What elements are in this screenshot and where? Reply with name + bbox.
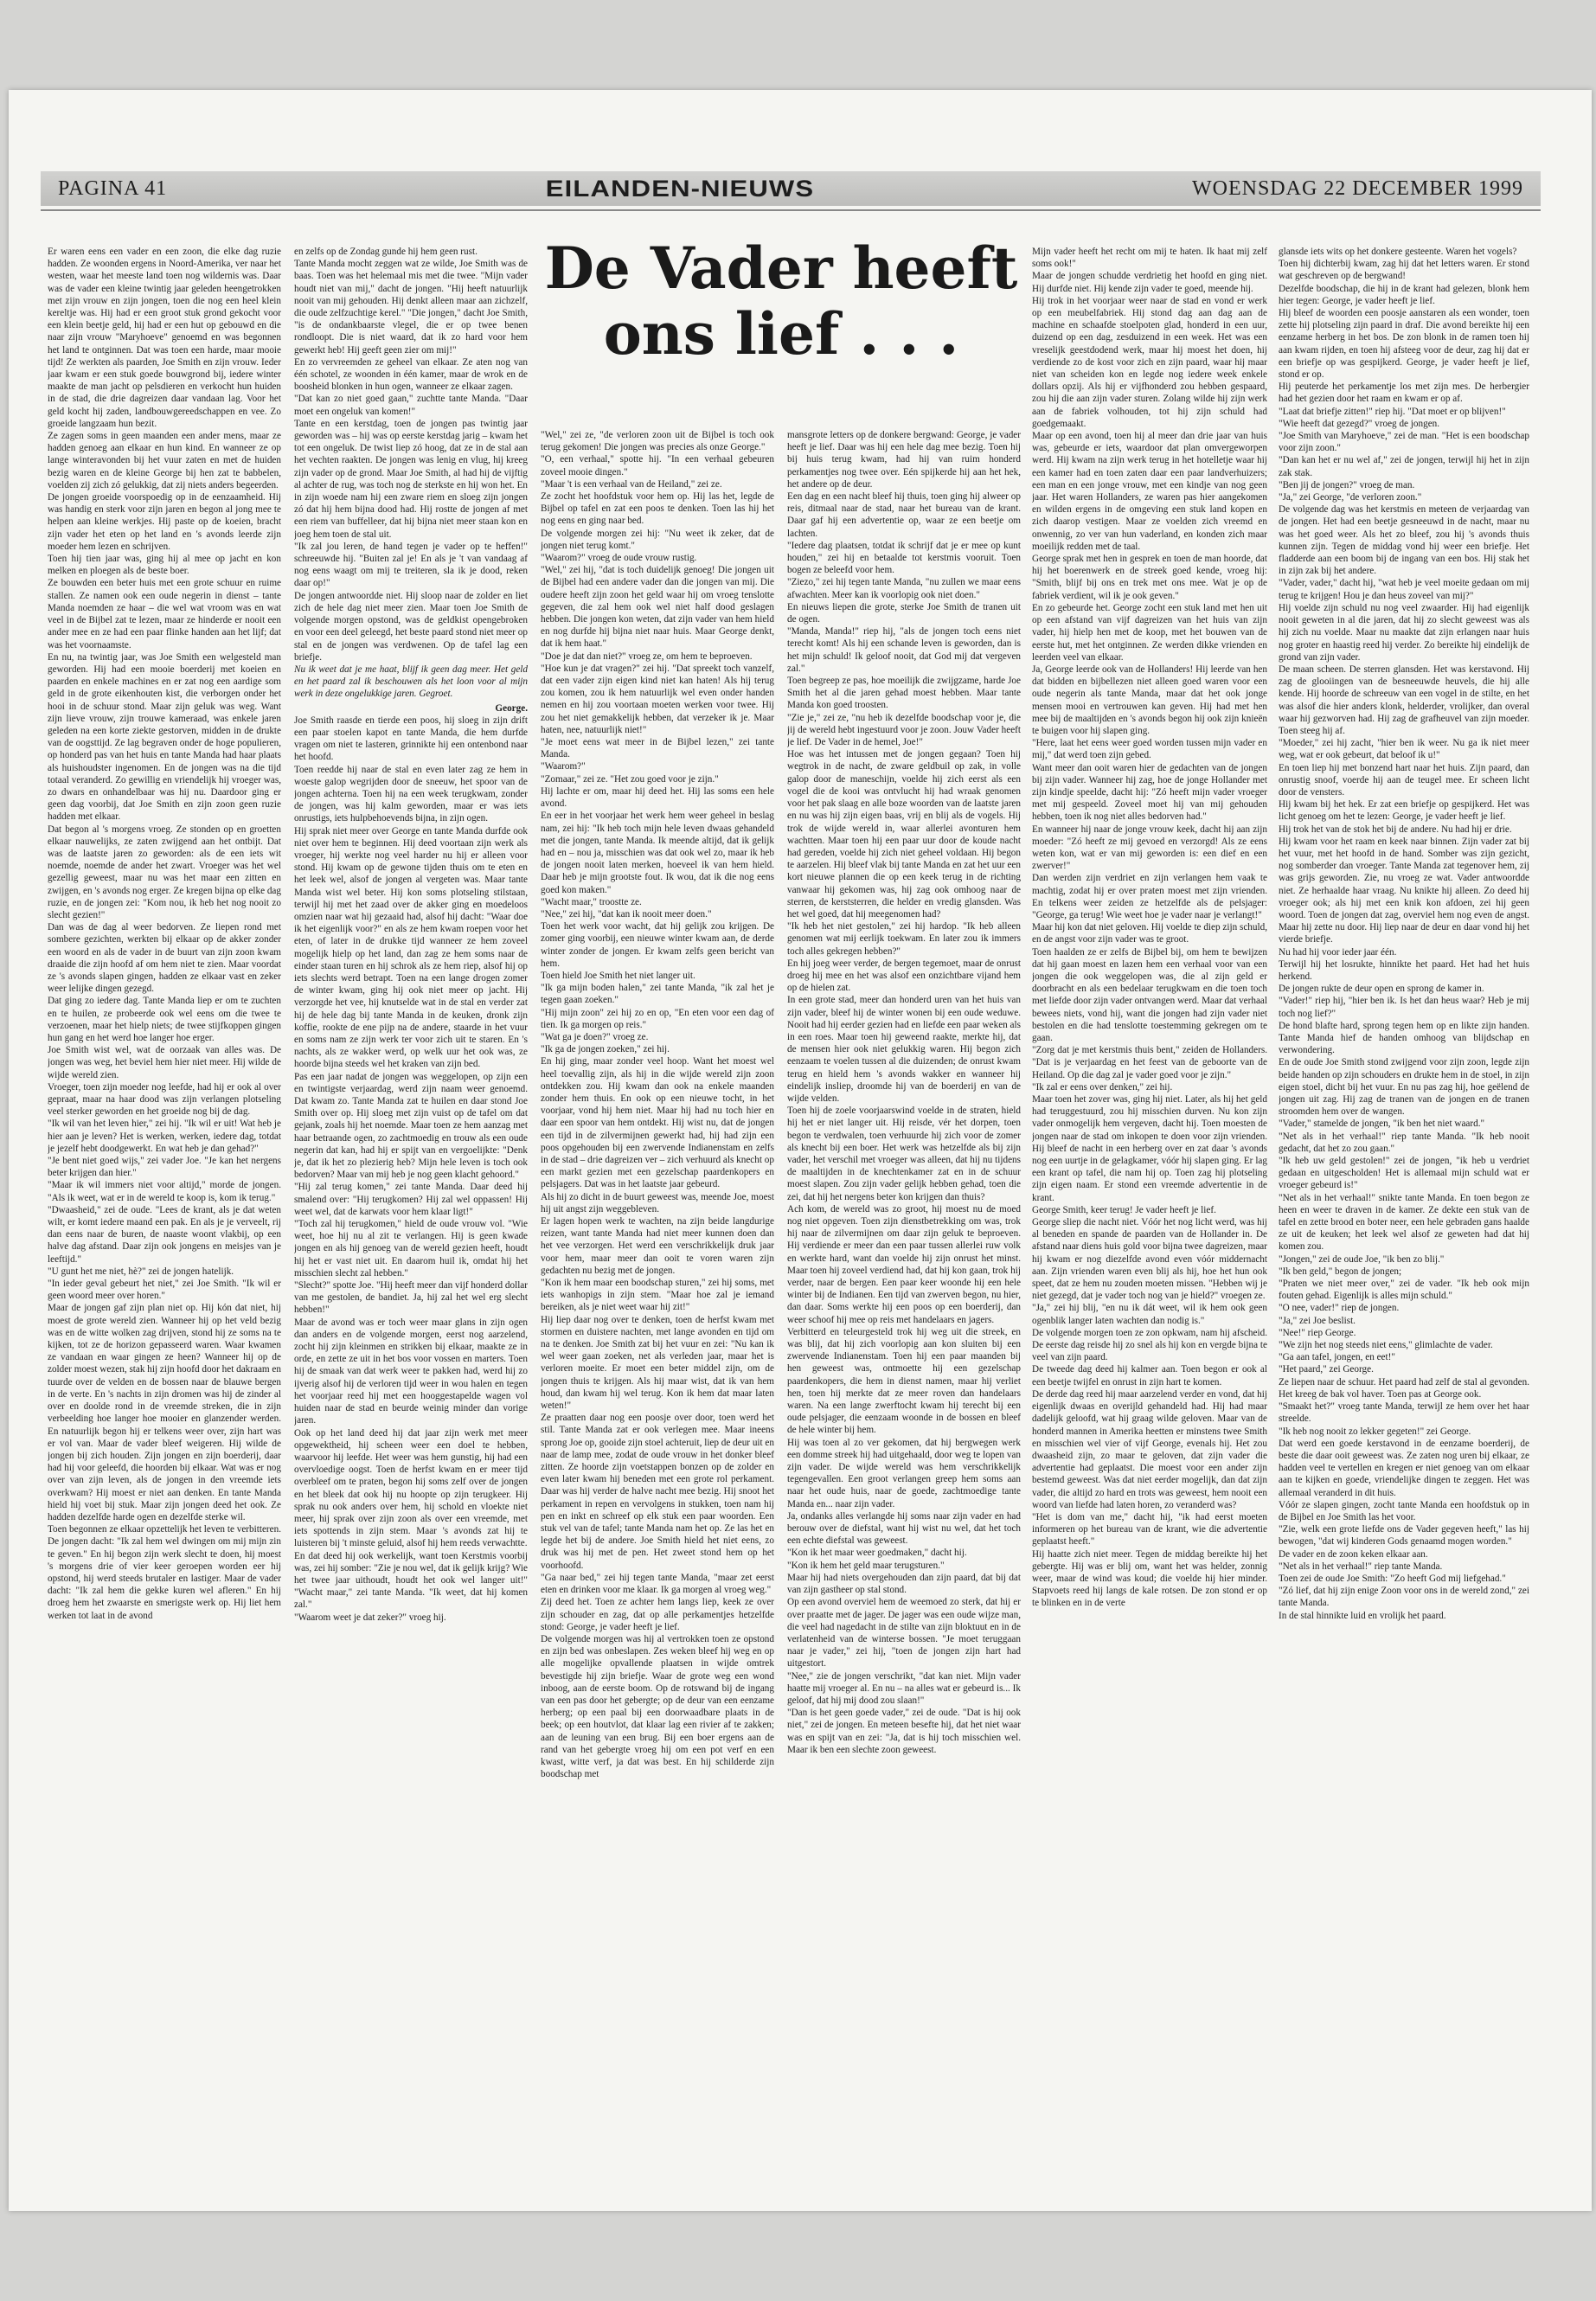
paragraph: Hij voelde zijn schuld nu nog veel zwaarder. Hij had eigenlijk nooit geweten in al die jaren, dat hij zo slecht geweest was als hij zich nu voelde. Maar nu maakte dat zijn erlangen naar huis nog groter en haastig reed hij verder. Zo bereikte hij eindelijk de grond van zijn vader. [1279, 602, 1529, 663]
paragraph: Hij sprak niet meer over George en tante Manda durfde ook niet over hem te beginnen. Hij deed voortaan zijn werk als vroeger, hij werkte nog veel harder nu hij er alleen voor stond. Hij kwam op de gewone tijden thuis om te eten en het leek wel, alsof de jongen al vergeten was. Maar tante Manda wist wel beter. Hij kon soms plotseling stilstaan, terwijl hij met het zaad over de akker ging en moedeloos omzien naar wat hij gezaaid had, alsof hij dacht: "Waar doe ik het eigenlijk voor?" en als ze hem kwam roepen voor het eten, of later in de drukke tijd wanneer ze hem zoveel mogelijk hielp op het land, dan zag ze hem soms naar de einder staan turen en hij schrok als ze hem riep, alsof hij op iets slechts werd betrapt. Toen na een lange drogen zomer de winter kwam, ging hij ook niet meer op jacht. Hij verzorgde het vee, hij knutselde wat in de stal en verder zat hij de hele dag bij tante Manda in de keuken, dronk zijn koffie, rookte de ene pijp na de andere, staarde in het vuur en soms nam ze zijn werk ter voor zich uit te staren. En 's nachts, als ze wakker werd, op welk uur het ook was, ze hoorde bijna steeds wel het kraken van zijn bed. [294, 825, 528, 1070]
paragraph: George Smith, keer terug! Je vader heeft je lief. [1032, 1204, 1216, 1215]
paragraph: "Iedere dag plaatsen, totdat ik schrijf dat je er mee op kunt houden," zei hij en betaalde tot kerstmis vooruit. Toen bogen ze beleefd voor hem. [787, 540, 1021, 576]
paragraph: "Zie, welk een grote liefde ons de Vader gegeven heeft," las hij bewogen, "dat wij kinderen Gods genaamd mogen worden." [1279, 1524, 1529, 1548]
column-6 [1279, 246, 1529, 2192]
paragraph: Er waren eens een vader en een zoon, die elke dag ruzie hadden. Ze woonden ergens in Noord-Amerika, ver naar het westen, waar het meeste land toen nog wildernis was. Daar was de vader een kleine twintig jaar geleden heengetrokken met zijn vrouw en zijn jongen, toen die nog een heel klein kereltje was. Hij had er een groot stuk grond gekocht voor een klein beetje geld, hij had er een hut op gebouwd en die naar zijn vrouw "Maryhoeve" genoemd en was begonnen het land te ontginnen. Dat was toen een harde, maar mooie tijd! Ze werkten als paarden, Joe Smith en zijn vrouw. Ieder jaar kwam er een stuk goede bouwgrond bij, iedere winter maakte de man jacht op pelsdieren en verkocht hun huiden in de stad, die drie dagreizen daar vandaan lag. Voor het geld kocht hij zaden, landbouwgereedschappen en vee. Zo groeide langzaam hun bezit. [48, 247, 281, 429]
paragraph: Ja, ondanks alles verlangde hij soms naar zijn vader en had berouw over de diefstal, want hij wist nu wel, dat het toch een echte diefstal was geweest. [787, 1510, 1021, 1547]
paragraph: De derde dag reed hij maar aarzelend verder en vond, dat hij eigenlijk dwaas en overijld gehandeld had. Hij had maar dadelijk geloofd, wat hij graag wilde geloven. Maar van de honderd mannen in Amerika heetten er minstens twee Smith en misschien wel vier of vijf George, evenals hij. Het zou dwaasheid zijn, zo maar te geloven, dat zijn vader die advertentie had geplaatst. Die moest voor een ander zijn bestemd geweest. Was dat niet eerder mogelijk, dan dat zijn vader, die altijd zo hard en trots was geweest, hem nooit een woord van liefde had laten horen, zo veranderd was? [1032, 1388, 1267, 1510]
column-2 [294, 246, 528, 2192]
paragraph: Hij kwam voor het raam en keek naar binnen. Zijn vader zat bij het vuur, met het hoofd in de hand. Somber was zijn gezicht, nog somberder dan vroeger. Tante Manda zat tegenover hem, zij was grijs geworden. Zie, nu vroeg ze wat. Vader antwoordde niet. Ze herhaalde haar vraag. Nu knikte hij alleen. Zo deed hij vroeger ook; als hij met een knik kon afdoen, zei hij geen woord. Toen de jongen dat zag, overviel hem nog even de angst. Maar hij zette nu door. Hij liep naar de deur en daar vond hij het vierde briefje. [1279, 836, 1529, 945]
article-headline: De Vader heeft ons lief . . . [544, 234, 1018, 368]
paragraph: Dat begon al 's morgens vroeg. Ze stonden op en groetten elkaar nauwelijks, ze zaten zwijgend aan het ontbijt. Dat was de laatste jaren zo geworden: als de een iets wit noemde, noemde de ander het zwart. Vroeger was het wel gezellig geweest, maar nu was het maar een zitten en zwijgen, en 's avonds nog erger. Ze kregen bijna op elke dag ruzie, en de jongen zei: "Kom nou, ik heb het nog nooit zo slecht gezien!" [48, 824, 281, 920]
paragraph: De vader en de zoon keken elkaar aan. [1279, 1548, 1428, 1560]
paragraph: Maar de jongen schudde verdrietig het hoofd en ging niet. Hij durfde niet. Hij kende zijn vader te goed, meende hij. [1032, 271, 1267, 294]
column-1 [48, 246, 281, 2192]
paragraph: Maar op een avond, toen hij al meer dan drie jaar van huis was, gebeurde er iets, waardoor dat plan omvergeworpen werd. Hij kwam na zijn werk terug in het hotelletje waar hij een kamer had en toen zaten daar een paar landverhuizers; een man en een jonge vrouw, met een kindje van nog geen jaar. Het waren Hollanders, ze waren pas hier aangekomen en wilden ergens in de omgeving een stuk land kopen en zich daarop vestigen. Maar ze voelden zich vreemd en onwennig, zo ver van hun vaderland, en konden zich maar moeilijk redden met de taal. [1032, 431, 1267, 552]
paragraph: "O nee, vader!" riep de jongen. [1279, 1303, 1400, 1314]
paragraph: "Net als in het verhaal!" riep tante Manda. "Ik heb nooit gedacht, dat het zo zou gaan." [1279, 1131, 1529, 1154]
paragraph: "Nee!" riep George. [1279, 1327, 1356, 1338]
paragraph: Want meer dan ooit waren hier de gedachten van de jongen bij zijn vader. Wanneer hij zag, hoe de jonge Hollander met zijn kindje speelde, dacht hij: "Zó heeft mijn vader vroeger met mij gespeeld. Zoveel moet hij van mij gehouden hebben, toen ik nog niet alles bedorven had." [1032, 762, 1267, 823]
paragraph: "Maar ik wil immers niet voor altijd," morde de jongen. "Als ik weet, wat er in de wereld te koop is, kom ik terug." [48, 1180, 281, 1203]
paragraph: De volgende dag was het kerstmis en meteen de verjaardag van de jongen. Het had een beetje gesneeuwd in de nacht, maar nu was het goed weer. Als het zo bleef, zou hij 's avonds thuis kunnen zijn. Tegen de middag vond hij weer een briefje. Het fladderde aan een boom bij de ingang van een bos. Hij stak het in zijn zak bij het andere. [1279, 504, 1529, 577]
paragraph: Toen hij dichterbij kwam, zag hij dat het letters waren. Er stond wat geschreven op de bergwand! [1279, 259, 1529, 282]
paragraph: "Praten we niet meer over," zei de vader. "Ik heb ook mijn fouten gehad. Eigenlijk is alles mijn schuld." [1279, 1279, 1529, 1302]
paragraph: "Ik heb nog nooit zo lekker gegeten!" zei George. [1279, 1426, 1471, 1437]
paragraph: "Joe Smith van Maryhoeve," zei de man. "Het is een boodschap voor zijn zoon." [1279, 431, 1529, 454]
paragraph: "Ik zal jou leren, de hand tegen je vader op te heffen!" schreeuwde hij. "Buiten zal je! En als je 't van vandaag af nog eens waagt om mij te treiteren, sla ik je dood, reken daar op!" [294, 541, 528, 589]
paragraph: "Vader," stamelde de jongen, "ik ben het niet waard." [1279, 1118, 1485, 1130]
paragraph: Toen het werk voor wacht, dat hij gelijk zou krijgen. De zomer ging voorbij, een nieuwe winter kwam aan, de derde winter zonder de jongen. Er kwam zelfs geen bericht van hem. [541, 921, 774, 969]
paragraph: "Zó lief, dat hij zijn enige Zoon voor ons in de wereld zond," zei tante Manda. [1279, 1586, 1529, 1609]
paragraph: De hond blafte hard, sprong tegen hem op en likte zijn handen. Tante Manda hief de handen omhoog van blijdschap en verwondering. [1279, 1020, 1529, 1056]
paragraph: "Je bent niet goed wijs," zei vader Joe. "Je kan het nergens beter krijgen dan hier." [48, 1156, 281, 1179]
paragraph: Dat ging zo iedere dag. Tante Manda liep er om te zuchten en te huilen, ze probeerde ook wel eens om die twee te verzoenen, maar het hielp niets; de twee stijfkoppen gingen hun gang en het werd hoe langer hoe erger. [48, 996, 281, 1043]
page-number: PAGINA 41 [58, 176, 168, 200]
paragraph: "Net als in het verhaal!" riep tante Manda. [1279, 1561, 1443, 1572]
paragraph: Pas een jaar nadat de jongen was weggelopen, op zijn een en twintigste verjaardag, werd zijn naam weer genoemd. Dat kwam zo. Tante Manda zat te huilen en daar stond Joe Smith over op. Hij sloeg met zijn vuist op de tafel om dat gejank, zoals hij het noemde. Maar toen ze hem aanzag met haar betraande ogen, zo zachtmoedig en trouw als een oude negerin dat kan, had hij er spijt van en vergoelijkte: "Denk je, dat ik het zo plezierig heb? Mijn hele leven is toch ook bedorven? Maar van mij heb je nog geen klacht gehoord." [294, 1071, 528, 1181]
paragraph: En de oude Joe Smith stond zwijgend voor zijn zoon, legde zijn beide handen op zijn schouders en drukte hem in de stoel, in zijn eigen stoel, dicht bij het vuur. En nu pas zag hij, hoe geëlend de jongen uit zag. Hij zag de tranen van de jongen en de tranen stroomden hem over de wangen. [1279, 1057, 1529, 1118]
page-header [41, 171, 1541, 206]
paragraph: Ze bouwden een beter huis met een grote schuur en ruime stallen. Ze namen ook een oude negerin in dienst – tante Manda noemden ze haar – die wel wat vroom was en wat veel in de Bijbel zat te lezen, maar ze hinderde er nooit een ander mee en ze had een paar flinke handen aan het lijf; dat was het voornaamste. [48, 578, 281, 651]
paragraph: Toen hij tien jaar was, ging hij al mee op jacht en kon melken en ploegen als de beste boer. [48, 554, 281, 577]
paragraph: "Je moet eens wat meer in de Bijbel lezen," zei tante Manda. [541, 737, 774, 760]
paragraph: "Smaakt het?" vroeg tante Manda, terwijl ze hem over het haar streelde. [1279, 1401, 1529, 1425]
paragraph: Toen zei de oude Joe Smith: "Zo heeft God mij liefgehad." [1279, 1573, 1506, 1584]
paragraph: "Ja," zei George, "de verloren zoon." [1279, 492, 1422, 503]
paragraph: Nu had hij voor ieder jaar één. [1279, 946, 1397, 958]
paragraph: Hij was toen al zo ver gekomen, dat hij bergwegen werk een domme streek hij had uitgehaald, door weg te lopen van zijn vader. De wijde wereld was hem verschrikkelijk tegengevallen. Een groot verlangen greep hem soms aan naar het oude huis, naar de goede, zachtmoedige tante Manda en... naar zijn vader. [787, 1437, 1021, 1509]
paragraph: Joe Smith raasde en tierde een poos, hij sloeg in zijn drift een paar stoelen kapot en tante Manda, die hem durfde vragen om niet te lasteren, grinnikte hij een ontenbond naar het hoofd. [294, 715, 528, 763]
paragraph: "Here, laat het eens weer goed worden tussen mijn vader en mij," dat werd toen zijn gebed. [1032, 738, 1267, 761]
paragraph: Nu ik weet dat je me haat, blijf ik geen dag meer. Het geld en het paard zal ik beschouwen als het loon voor al mijn werk in deze ongelukkige jaren. Gegroet. [294, 663, 528, 700]
paragraph: De jongen groeide voorspoedig op in de eenzaamheid. Hij was handig en sterk voor zijn jaren en begon al jong mee te helpen aan kleine werkjes. Hij paste op de koeien, bracht zijn vader het eten op het land en 's avonds leerde zijn moeder hem lezen en schrijven. [48, 492, 281, 552]
paragraph: "Laat dat briefje zitten!" riep hij. "Dat moet er op blijven!" [1279, 406, 1506, 417]
paragraph: George sliep die nacht niet. Vóór het nog licht werd, was hij al beneden en spande de paarden van de Hollander in. De afstand naar diens huis gold voor bijna twee dagreizen, maar hij kwam er nog diezelfde avond even vóór middernacht aan. Zijn vrienden waren even blij als hij, hoe het hun ook speet, dat ze hem nu zouden moeten missen. "Hebben wij je niet gezegd, dat je vader toch nog van je hield?" vroegen ze. [1032, 1217, 1267, 1302]
paragraph: En zo gebeurde het. George zocht een stuk land met hen uit op een afstand van vijf dagreizen van het huis van zijn vader, hij hielp hen met de koop, met het bouwen van de eerste hut, met het ontginnen. Ze werden dikke vrienden en leerden veel van elkaar. [1032, 602, 1267, 663]
paragraph: Dat werd een goede kerstavond in de eenzame boerderij, de beste die daar ooit geweest was. Ze zaten nog uren bij elkaar, ze hadden veel te vertellen en kregen er niet genoeg van om elkaar aan te kijken en goede, vriendelijke dingen te zeggen. Het was allemaal veranderd in dit huis. [1279, 1438, 1529, 1498]
paragraph: Toen hield Joe Smith het niet langer uit. [541, 970, 695, 981]
paragraph: "Dat kan zo niet goed gaan," zuchtte tante Manda. "Daar moet een ongeluk van komen!" [294, 394, 528, 417]
paragraph: glansde iets wits op het donkere gesteente. Waren het vogels? [1279, 247, 1517, 257]
paragraph: De volgende morgen was hij al vertrokken toen ze opstond en zijn bed was onbeslapen. Zes weken bleef hij weg en op alle mogelijke opvallende plaatsen in wijde omtrek bevestigde hij zijn briefje. Waar de grote weg een wond inboog, aan de eerste boom. Op de rotswand bij de ingang van een pas door het gebergte; op de deur van een eenzame herberg; op een paal bij een doorwaadbare plaats in de beek; op een houtvlot, dat klaar lag een rivier af te zakken; aan de leuning van een brug. Bij een boer ergens aan de rand van het gebergte vroeg hij om een pot verf en een kwast, witte verf, ja dat was best. En hij schilderde zijn boodschap met [541, 1633, 774, 1780]
paragraph: En eer in het voorjaar het werk hem weer geheel in beslag nam, zei hij: "Ik heb toch mijn hele leven dwaas gehandeld met die jongen, tante Manda. Ik meende altijd, dat ik gelijk had en – nou ja, misschien was dat ook wel zo, maar ik heb de jongen nooit laten merken, hoeveel ik van hem hield. Daar heb je mijn grootste fout. Ik wou, dat ik die nog eens goed kon maken." [541, 811, 774, 895]
paragraph: "Maar 't is een verhaal van de Heiland," zei ze. [541, 478, 722, 490]
paragraph: Toen begonnen ze elkaar opzettelijk het leven te verbitteren. De jongen dacht: "Ik zal hem wel dwingen om mij mijn zin te geven." En hij begon zijn werk slecht te doen, hij moest 's morgens drie of vier keer geroepen worden eer hij opstond, hij werd steeds brutaler en lastiger. Maar de vader dacht: "Ik zal hem die gekke kuren wel afleren." En hij droeg hem het zwaarste en smerigste werk op. Hij liet hem werken tot laat in de avond [48, 1524, 281, 1621]
paragraph: "Ik ga de jongen zoeken," zei hij. [541, 1044, 670, 1055]
paragraph: Ze praatten daar nog een poosje over door, toen werd het stil. Tante Manda zat er ook verlegen mee. Maar ineens sprong Joe op, gooide zijn stoel achteruit, liep de deur uit en naar de lamp mee, zodat de oude vrouw in het donker bleef zitten. Ze hoorde zijn voetstappen bonzen op de zolder en even later kwam hij beneden met een grote rol perkament. Daar was hij verder de halve nacht mee bezig. Hij snoot het perkament in repen en vervolgens in stukken, toen nam hij pen en inkt en schreef op elk stuk een paar woorden. Een stuk vel van de tafel; tante Manda nam het op. Ze las het en legde het bij de andere. Joe Smith hield het niet eens, zo druk was hij met de pen. Het zweet stond hem op het voorhoofd. [541, 1413, 774, 1571]
paragraph: En nu, na twintig jaar, was Joe Smith een welgesteld man geworden. Hij had een mooie boerderij met koeien en paarden en enkele machines en er zat nog een aardige som geld in de grote eikenhouten kist, die verborgen onder het hooi in de schuur stond. Maar zijn geluk was weg. Want zijn lieve vrouw, zijn trouwe kameraad, was enkele jaren geleden na een korte ziekte gestorven, midden in de drukte van de oogsttijd. Ze lag begraven onder de hoge populieren, op honderd pas van het huis en tante Manda had haar plaats als huishoudster ingenomen. En de jongen was na die tijd totaal veranderd. Zo gewillig en vriendelijk hij vroeger was, zo dwars en onhandelbaar was hij nu. Daardoor ging er geen dag voorbij, dat Joe Smith en zijn zoon geen ruzie hadden met elkaar. [48, 651, 281, 823]
paragraph: En hij ging, maar zonder veel hoop. Want het moest wel heel toevallig zijn, als hij in die wijde wereld zijn zoon ontdekken zou. Hij kwam dan ook na enkele maanden zonder hem thuis. En ook op een nieuwe tocht, in het voorjaar, vond hij hem niet. Maar hij had nu toch hier en daar een spoor van hem ontdekt. Hij wist nu, dat de jongen een tijd in de zilvermijnen gewerkt had, hij had zijn een poos opgehouden bij een zwervende Indianenstam en zelfs in de stad – drie dagreizen ver – zich verhuurd als knecht op een markt gezien met een gezelschap paardenkopers en pelsjagers. Dat was in het laatste jaar gebeurd. [541, 1056, 774, 1190]
paragraph: "We zijn het nog steeds niet eens," glimlachte de vader. [1279, 1340, 1493, 1351]
paragraph: "Ja," zei hij blij, "en nu ik dát weet, wil ik hem ook geen ogenblik langer laten wachten dan nodig is." [1032, 1303, 1267, 1326]
header-rule [41, 209, 1541, 211]
paragraph: Dezelfde boodschap, die hij in de krant had gelezen, blonk hem hier tegen: George, je vader heeft je lief. [1279, 283, 1529, 306]
paragraph: De jongen rukte de deur open en sprong de kamer in. [1279, 984, 1484, 995]
paragraph: Tante Manda mocht zeggen wat ze wilde, Joe Smith was de baas. Toen was het helemaal mis met die twee. "Mijn vader houdt niet van mij," dacht de jongen. "Hij heeft natuurlijk nooit van mij gehouden. Hij denkt alleen maar aan zichzelf, die oude zelfzuchtige kerel." "Die jongen," dacht Joe Smith, "is de ondankbaarste vlegel, die er op twee benen rondloopt. Die is niet waard, dat ik zo hard voor hem gewerkt heb! Hij geeft geen zier om mij!" [294, 259, 528, 356]
paragraph: En dat deed hij ook werkelijk, want toen Kerstmis voorbij was, zei hij somber: "Zie je nou wel, dat ik gelijk krijg? Wie het twee jaar uithoudt, houdt het ook wel langer uit!" "Wacht maar," zei tante Manda. "Ik weet, dat hij komen zal." [294, 1550, 528, 1611]
paragraph: Hij bleef de woorden een poosje aanstaren als een wonder, toen zette hij plotseling zijn paard in draf. Die avond bereikte hij een eenzame herberg in het bos. De zon blonk in de ramen toen hij aan kwam rijden, en toen hij afsteeg voor de deur, zag hij dat er een briefje op was gespijkerd. George, je vader heeft je lief, stond er op. [1279, 308, 1529, 381]
paragraph: Er lagen hopen werk te wachten, na zijn beide langdurige reizen, want tante Manda had niet meer kunnen doen dan het vee verzorgen. Het werd een verschrikkelijk druk jaar voor hem, maar meer dan ooit te voren waren zijn gedachten nu bezig met de jongen. [541, 1216, 774, 1276]
paragraph: De volgende morgen zei hij: "Nu weet ik zeker, dat de jongen niet terug komt." [541, 528, 774, 551]
paragraph: De volgende morgen toen ze zon opkwam, nam hij afscheid. De eerste dag reisde hij zo snel als hij kon en vergde bijna te veel van zijn paard. [1032, 1327, 1267, 1363]
paragraph: "Nee," zie de jongen verschrikt, "dat kan niet. Mijn vader haatte mij vroeger al. En nu – na alles wat er gebeurd is... Ik geloof, dat hij mij dood zou slaan!" [787, 1670, 1021, 1706]
paragraph: Zij deed het. Toen ze achter hem langs liep, keek ze over zijn schouder en zag, dat op alle perkamentjes hetzelfde stond: George, je vader heeft je lief. [541, 1597, 774, 1632]
paragraph: Toen hij de zoele voorjaarswind voelde in de straten, hield hij het er niet langer uit. Hij reisde, vér het dorpen, toen begon te verdwalen, toen verhuurde hij zich voor de zomer als knecht bij een boer. Het werk was hetzelfde als bij zijn vader, het verschil met vroeger was alleen, dat hij nu tijdens de maaltijden in de knechtenkamer zat en in de schuur moest slapen. Zou zijn vader gelijk hebben gehad, toen die zei, dat hij het nergens beter kon krijgen dan thuis? [787, 1106, 1021, 1202]
paragraph: "Waarom?" vroeg de oude vrouw rustig. [541, 553, 697, 564]
paragraph: "Dwaasheid," zei de oude. "Lees de krant, als je dat weten wilt, er komt iedere maand een pak. En als je je verveelt, rij dan eens naar de buren, de naaste woont vlakbij, op een halve dag afstand. Daar zijn ook jongens en meisjes van je leeftijd." [48, 1204, 281, 1265]
paragraph: "Wel," zei hij, "dat is toch duidelijk genoeg! Die jongen uit de Bijbel had een andere vader dan die jongen van mij. Die oudere heeft zijn zoon het geld waar hij om vroeg tenslotte gegeven, die zal hem ook wel niet half dood geslagen hebben. Die jongen kon weten, dat zijn vader van hem hield en nog durfde hij bijna niet naar huis. Maar George denkt, dat ik hem haat." [541, 565, 774, 650]
paragraph: Maar hij kon dat niet geloven. Hij voelde te diep zijn schuld, en de angst voor zijn vader was te groot. [1032, 922, 1267, 945]
paragraph: In een grote stad, meer dan honderd uren van het huis van zijn vader, bleef hij de winter wonen bij een oude weduwe. Nooit had hij eerder gezien had en liefde een paar weken als in een roes. Maar toen hij geweend raakte, merkte hij, dat de mensen hier ook niet gelukkig waren. Hij begon zich eenzaam te voelen tussen al die duizenden; de onrust kwam terug en hield hem 's avonds wakker en wanneer hij eindelijk insliep, droomde hij van de boerderij en van de wijde velden. [787, 995, 1021, 1104]
paragraph: De maan scheen. De sterren glansden. Het was kerstavond. Hij zag de glooiingen van de besneeuwde heuvels, die hij alle kende. Hij hoorde de schreeuw van een vogel in de stilte, en het was alsof die hier anders klonk, helderder, vrolijker, dan overal waar hij gezworven had. Hij zag de grafheuvel van zijn moeder. Toen steeg hij af. [1279, 663, 1529, 736]
paragraph: Op een avond overviel hem de weemoed zo sterk, dat hij er over praatte met de jager. De jager was een oude wijze man, die veel had nagedacht in de stilte van zijn bloktuut en in de verlatenheid van de winterse bossen. "Je moet teruggaan naar je vader," zei hij, "toen de jongen zijn hart had uitgestort. [787, 1597, 1021, 1670]
paragraph: In de stal hinnikte luid en vrolijk het paard. [1279, 1610, 1446, 1621]
paragraph: Dan was de dag al weer bedorven. Ze liepen rond met sombere gezichten, werkten bij elkaar op de akker zonder een woord en als de vader in de buurt van zijn zoon kwam draaide die zijn hoofd af om hem niet te zien. Maar voordat ze 's avonds slapen gingen, hadden ze elkaar vast en zeker weer lelijke dingen gezegd. [48, 922, 281, 995]
masthead: EILANDEN-NIEUWS [545, 175, 814, 202]
paragraph: "Wacht maar," troostte ze. [541, 896, 642, 907]
paragraph: "Ja," zei Joe beslist. [1279, 1315, 1356, 1326]
paragraph: Hij trok het van de stok het bij de andere. Nu had hij er drie. [1279, 824, 1512, 835]
paragraph: George sprak met hen in gesprek en toen de man hoorde, dat hij het boerenwerk en de streek goed kende, vroeg hij: "Smith, blijf bij ons en trek met ons mee. Wat je op de fabriek verdient, wil ik je ook geven." [1032, 554, 1267, 601]
paragraph: Terwijl hij het losrukte, hinnikte het paard. Het had het huis herkend. [1279, 958, 1529, 982]
paragraph: Toen haalden ze er zelfs de Bijbel bij, om hem te bewijzen dat hij gaan moest en lazen hem een verhaal voor van een jongen die ook weggelopen was, die al zijn geld er doorbracht en als een bedelaar terugkwam en die toen toch met liefde door zijn vader ontvangen werd. Maar dat verhaal bewees niets, vond hij, want die jongen had zijn vader niet bestolen en die had tenslotte toestemming gekregen om te gaan. [1032, 946, 1267, 1043]
paragraph: "Vader, vader," dacht hij, "wat heb je veel moeite gedaan om mij terug te krijgen! Hou je dan heus zoveel van mij?" [1279, 578, 1529, 601]
paragraph: "Nee," zei hij, "dat kan ik nooit meer doen." [541, 908, 712, 920]
paragraph: De tweede dag deed hij kalmer aan. Toen begon er ook al een beetje twijfel en onrust in zijn hart te komen. [1032, 1364, 1267, 1388]
paragraph: "Ga aan tafel, jongen, en eet!" [1279, 1352, 1395, 1363]
paragraph: "Zomaar," zei ze. "Het zou goed voor je zijn." [541, 773, 719, 785]
paragraph: Hij kwam bij het hek. Er zat een briefje op gespijkerd. Het was licht genoeg om het te lezen: George, je vader heeft je lief. [1279, 799, 1529, 823]
paragraph: "Kon ik het maar weer goedmaken," dacht hij. [787, 1548, 967, 1559]
paragraph: Hij liep daar nog over te denken, toen de herfst kwam met stormen en duistere nachten, met lange avonden en tijd om na te denken. Joe Smith zat bij het vuur en zei: "Nu kan ik wel weer gaan zoeken, net als verleden jaar, maar het is verloren moeite. Er moet een beter middel zijn, om de jongen thuis te krijgen. Als hij maar wist, dat ik van hem houd, dan kwam hij wel terug. Kon ik hem dat maar laten weten!" [541, 1314, 774, 1412]
paragraph: Maar de jongen gaf zijn plan niet op. Hij kón dat niet, hij moest de grote wereld zien. Wanneer hij op het veld bezig was en de witte wolken zag drijven, stond hij ze soms na te kijken, tot ze de horizon gepasseerd waren. Waar kwamen ze vandaan en waar gingen ze heen? Wanneer hij op de zolder moest wezen, stak hij zijn hoofd door het dakraam en tuurde over de velden en de bossen naar de blauwe bergen in de verte. En 's nachts in zijn dromen was hij de zinder al over en doolde rond in de vreemde streken, die in zijn verbeelding hoe langer hoe mooier en glanzender werden. En natuurlijk begon hij er telkens weer over, zijn hart was er vol van. Maar de vader bleef weigeren. Hij wilde de jongen bij zich houden. Zijn jongen en zijn boerderij, daar had hij voor geleefd, die hoorden bij elkaar. Wat was er nog over van zijn leven, als de jongen in den vreemde iets overkwam? Hij moest er niet aan denken. En tante Manda hield hij voet bij stuk. Maar zijn jongen deed het ook. Ze hadden dezelfde harde ogen en dezelfde sterke wil. [48, 1303, 281, 1522]
issue-date: WOENSDAG 22 DECEMBER 1999 [1191, 176, 1523, 200]
column-3 [541, 429, 774, 2192]
paragraph: Tante en een kerstdag, toen de jongen pas twintig jaar geworden was – hij was op eerste kerstdag jarig – kwam het tot een ongeluk. De twist liep zó hoog, dat ze in de stal aan het vechten raakten. De jongen was lenig en vlug, hij kreeg zijn vader op de grond. Maar Joe Smith, al had hij de vijftig al achter de rug, was toch nog de sterkste en hij won het. En in zijn woede nam hij een zware riem en sloeg zijn jongen zó dat hij hem bijna dood had. Hij rostte de jongen af met een riem van buffelleer, dat hij bijna niet meer staan kon en joeg hem toen de stal uit. [294, 418, 528, 540]
paragraph: Als hij zo dicht in de buurt geweest was, meende Joe, moest hij uit angst zijn weggebleven. [541, 1191, 774, 1215]
paragraph: "Ik zal er eens over denken," zei hij. [1032, 1081, 1173, 1093]
paragraph: Hij haatte zich niet meer. Tegen de middag bereikte hij het gebergte. Hij was er blij om, want het was helder, zonnig weer, maar de wind was koud; die voelde hij hier minder. Stapvoets reed hij langs de kale rotsen. De zon stond er op te blinken en in de verte [1032, 1548, 1267, 1609]
paragraph: Ze zocht het hoofdstuk voor hem op. Hij las het, legde de Bijbel op tafel en zat een poos te denken. Toen las hij het nog eens en ging naar bed. [541, 491, 774, 527]
paragraph: "Toch zal hij terugkomen," hield de oude vrouw vol. "Wie weet, hoe hij nu al zit te verlangen. Hij is geen kwade jongen en als hij genoeg van de wereld gezien heeft, houdt hij het er vast niet uit. En daarom huil ik, omdat hij het misschien slecht zal hebben." [294, 1219, 528, 1279]
paragraph: Verbitterd en teleurgesteld trok hij weg uit die streek, en was blij, dat hij zich voorlopig aan kon sluiten bij een zwervende Indianenstam. Toen hij een paar maanden bij hen geweest was, ontmoette hij een gezelschap paardenkopers, die hem in dienst namen, maar hij verliet hen, toen hij merkte dat ze meer roven dan handelaars waren. Na een lange zwerftocht kwam hij terecht bij een oude pelsjager, die eenzaam woonde in de bossen en bleef de hele winter bij hem. [787, 1326, 1021, 1436]
paragraph: "Jongen," zei de oude Joe, "ik ben zo blij." [1279, 1253, 1445, 1265]
paragraph: "Slecht?" spotte Joe. "Hij heeft meer dan vijf honderd dollar van me gestolen, de bandiet. Ja, hij zal het wel erg slecht hebben!" [294, 1280, 528, 1316]
paragraph: Ze zagen soms in geen maanden een ander mens, maar ze hadden genoeg aan elkaar en hun kind. En wanneer ze op lange winteravonden bij het vuur zaten en met de huiden bezig waren en de kleine George bij hen zat te babbelen, voelden zij zich zó gelukkig, dat zij niets anders begeerden. [48, 431, 281, 490]
paragraph: "Ik heb uw geld gestolen!" zei de jongen, "ik heb u verdriet gedaan en uitgescholden! Het is allemaal mijn schuld wat er vroeger gebeurd is!" [1279, 1156, 1529, 1191]
paragraph: "Ik wil van het leven hier," zei hij. "Ik wil er uit! Wat heb je hier aan je leven? Het is werken, werken, iedere dag, totdat je jezelf hebt doodgewerkt. En wat heb je dan gehad?" [48, 1118, 281, 1154]
paragraph: "Manda, Manda!" riep hij, "als de jongen toch eens niet terecht komt! Als hij een schande leven is geworden, dan is het mijn schuld! Ik geloof nooit, dat God mij dat vergeven zal." [787, 626, 1021, 674]
paragraph: "Kon ik hem maar een boodschap sturen," zei hij soms, met iets wanhopigs in zijn stem. "Maar hoe zal je iemand bereiken, als je niet weet waar hij zit!" [541, 1278, 774, 1313]
paragraph: "Wie heeft dat gezegd?" vroeg de jongen. [1279, 418, 1440, 429]
paragraph: En hij joeg weer verder, de bergen tegemoet, maar de onrust droeg hij mee en het was alsof een onzichtbare vijand hem op de hielen zat. [787, 958, 1021, 994]
column-5 [1032, 246, 1267, 2192]
paragraph: Ach kom, de wereld was zo groot, hij moest nu de moed nog niet opgeven. Toen zijn dienstbetrekking om was, trok hij naar de zilvermijnen om daar zijn geluk te beproeven. Hij verdiende er meer dan een paar tussen allerlei ruw volk en werkte hard, want dan voelde hij zijn onrust het minst. Maar toen hij zoveel verdiend had, dat hij kon gaan, trok hij verder, naar de bergen. Een paar keer woonde hij een hele winter bij de Indianen. Een tijd van zwerven begon, nu hier, dan daar. Soms werkte hij een poos op een boerderij, dan weer schoof hij mee op reis met handelaars en jagers. [787, 1203, 1021, 1325]
paragraph: "Ik ga mijn boden halen," zei tante Manda, "ik zal het je tegen gaan zoeken." [541, 983, 774, 1006]
newspaper-page [9, 90, 1592, 2211]
paragraph: "Ziezo," zei hij tegen tante Manda, "nu zullen we maar eens afwachten. Meer kan ik voorlopig ook niet doen." [787, 577, 1021, 600]
paragraph: "Zorg dat je met kerstmis thuis bent," zeiden de Hollanders. "Dat is je verjaardag en het feest van de geboorte van de Heiland. Op die dag zal je vader goed voor je zijn." [1032, 1045, 1267, 1080]
paragraph: "Hij zal terug komen," zei tante Manda. Daar deed hij smalend over: "Hij terugkomen? Hij zal wel oppassen! Hij weet wel, dat de karwats voor hem klaar ligt!" [294, 1182, 528, 1217]
paragraph: Maar toen het zover was, ging hij niet. Later, als hij het geld had teruggestuurd, zou hij misschien durven. Nu kon zijn vader onmogelijk hem vergeven, dacht hij. Toen moesten de jongen naar de stad om inkopen te doen voor zijn vrienden. Hij bleef de nacht in een herberg over en zat daar 's avonds nog een uurtje in de gelagkamer, vóór hij slapen ging. Er lag een krant op tafel, die nam hij op. Toen zag hij plotseling zijn eigen naam. Er stond een vreemde advertentie in de krant. [1032, 1094, 1267, 1203]
paragraph: Dan werden zijn verdriet en zijn verlangen hem vaak te machtig, zodat hij er over praten moest met zijn vrienden. En telkens weer zeiden ze hetzelfde als de pelsjager: "George, ga terug! Wie weet hoe je vader naar je verlangt!" [1032, 873, 1267, 920]
paragraph: "Vader!" riep hij, "hier ben ik. Is het dan heus waar? Heb je mij toch nog lief?" [1279, 996, 1529, 1019]
paragraph: Maar hij had niets overgehouden dan zijn paard, dat bij dat van zijn gastheer op stal stond. [787, 1572, 1021, 1596]
paragraph: En zo vervreemden ze geheel van elkaar. Ze aten nog van één schotel, ze woonden in één kamer, maar de wrok en de boosheid blonken in hun ogen, wanneer ze elkaar zagen. [294, 356, 528, 393]
paragraph: "Ik ben geld," begon de jongen; [1279, 1266, 1402, 1277]
paragraph: De jongen antwoordde niet. Hij sloop naar de zolder en liet zich de hele dag niet meer zien. Maar toen Joe Smith de volgende morgen opstond, was de geldkist opengebroken en voor een deel geleegd, het beste paard stond niet meer op stal en de jongen was verdwenen. Op de tafel lag een briefje. [294, 590, 528, 663]
paragraph: "Zie je," zei ze, "nu heb ik dezelfde boodschap voor je, die jij de wereld hebt ingestuurd voor je zoon. Jouw Vader heeft je lief. De Vader in de hemel, Joe!" [787, 712, 1021, 748]
paragraph: "Ga naar bed," zei hij tegen tante Manda, "maar zet eerst eten en drinken voor me klaar. Ik ga morgen al vroeg weg." [541, 1572, 774, 1596]
paragraph: Ja, George leerde ook van de Hollanders! Hij leerde van hen dat bidden en bijbellezen niet alleen goed waren voor een oude negerin als tante Manda, maar dat het ook jonge mensen mooi en vertrouwen kan geven. Hij had met hen mee bij de maaltijden en 's avonds begon hij ook zijn knieën te buigen voor hij slapen ging. [1032, 663, 1267, 736]
paragraph: "Moeder," zei hij zacht, "hier ben ik weer. Nu ga ik niet meer weg, wat er ook gebeurt, dat beloof ik u!" [1279, 738, 1529, 761]
letter-signature: George. [495, 702, 528, 714]
paragraph: "Wel," zei ze, "de verloren zoon uit de Bijbel is toch ook terug gekomen! Die jongen was precies als onze George." [541, 430, 774, 453]
paragraph: "Kon ik hem het geld maar terugsturen." [787, 1560, 945, 1571]
paragraph: "Het is dom van me," dacht hij, "ik had eerst moeten informeren op het bureau van de krant, wie die advertentie geplaatst heeft." [1032, 1511, 1267, 1548]
paragraph: Toen begreep ze pas, hoe moeilijk die zwijgzame, harde Joe Smith het al die jaren gehad moest hebben. Maar tante Manda kon goed troosten. [787, 676, 1021, 711]
paragraph: En nieuws liepen die grote, sterke Joe Smith de tranen uit de ogen. [787, 601, 1021, 625]
paragraph: Ook op het land deed hij dat jaar zijn werk met meer opgewektheid, hij scheen weer een doel te hebben, waarvoor hij leefde. Het weer was hem gunstig, hij had een overvloedige oogst. Toen de herfst kwam en er meer tijd overbleef om te praten, begon hij soms zelf over de jongen en het bleek dat ook hij nu hoopte op zijn terugkeer. Hij sprak nu ook anders over hem, hij schold en vloekte niet meer, hij sprak over zijn zoon als over een vreemde, met iets spottends in zijn stem. Maar 's avonds zat hij te luisteren bij 't minste geluid, alsof hij hem reeds verwachtte. [294, 1427, 528, 1549]
paragraph: Mijn vader heeft het recht om mij te haten. Ik haat mij zelf soms ook!" [1032, 247, 1267, 270]
paragraph: Joe Smith wist wel, wat de oorzaak van alles was. De jongen was weg, het beviel hem hier niet meer. Hij wilde de wijde wereld zien. [48, 1045, 281, 1080]
paragraph: "Waarom weet je dat zeker?" vroeg hij. [294, 1612, 446, 1623]
paragraph: En toen liep hij met bonzend hart naar het huis. Zijn paard, dan onrustig snoof, voerde hij aan de teugel mee. Er scheen licht door de vensters. [1279, 762, 1529, 798]
paragraph: "Net als in het verhaal!" snikte tante Manda. En toen begon ze heen en weer te draven in de kamer. Ze dekte een stuk van de tafel en zette brood en boter neer, een hele gebraden gans haalde ze uit de keuken; het leek wel alsof ze geweten had dat hij komen zou. [1279, 1192, 1529, 1253]
paragraph: Een dag en een nacht bleef hij thuis, toen ging hij alweer op reis, ditmaal naar de stad, naar het bureau van de krant. Daar gaf hij een advertentie op, waar ze een beetje om lachten. [787, 491, 1021, 539]
paragraph: "U gunt het me niet, hè?" zei de jongen hatelijk. [48, 1266, 234, 1277]
paragraph: "Wat ga je doen?" vroeg ze. [541, 1031, 649, 1042]
paragraph: Toen reedde hij naar de stal en even later zag ze hem in woeste galop wegrijden door de sneeuw, het spoor van de jongen achterna. Toen hij na een week terugkwam, zonder de jongen, was hij kalm geworden, maar er was iets onrustigs, iets hulpbehoevends bijna, in zijn ogen. [294, 764, 528, 824]
paragraph: "Waarom?" [541, 761, 586, 772]
paragraph: "Hoe kun je dat vragen?" zei hij. "Dat spreekt toch vanzelf, dat een vader zijn eigen kind niet kan haten! Als hij terug zou komen, zou ik hem natuurlijk wel even onder handen nemen en hij zou voortaan moeten werken voor twee. Hij zou het niet gemakkelijk hebben, dat verzeker ik je. Maar haten, nee, natuurlijk niet!" [541, 663, 774, 735]
paragraph: Vóór ze slapen gingen, zocht tante Manda een hoofdstuk op in de Bijbel en Joe Smith las het voor. [1279, 1499, 1529, 1522]
paragraph: "Ik heb het niet gestolen," zei hij hardop. "Ik heb alleen genomen wat mij eerlijk toekwam. En later zou ik immers toch alles gekregen hebben?" [787, 921, 1021, 957]
paragraph: Hij trok in het voorjaar weer naar de stad en vond er werk op een meubelfabriek. Hij stond dag aan dag aan de machine en schaafde stoelpoten glad, honderd in een uur, duizend op een dag, zesduizend in een week. Het was een vreselijk geestdodend werk, maar hij moest het doen, hij verdiende zo de kost voor zich en zijn paard, waar hij maar niet van scheiden kon en legde nog iedere week enkele dollars opzij. Als hij er vijfhonderd zou hebben gespaard, zou hij die aan zijn vader sturen. Zolang wilde hij zijn werk aan de fabriek volhouden, tot hij zijn schuld had goedgemaakt. [1032, 295, 1267, 429]
paragraph: En wanneer hij naar de jonge vrouw keek, dacht hij aan zijn moeder: "Zó heeft ze mij gevoed en verzorgd! Als ze eens weten kon, wat er van mij geworden is: een dief en een zwerver!" [1032, 824, 1267, 872]
paragraph: mansgrote letters op de donkere bergwand: George, je vader heeft je lief. Daar was hij een hele dag mee bezig. Toen hij bij huis terug kwam, had hij van ruim honderd perkamentjes nog twee over. Eén spijkerde hij aan het hek, het andere op de deur. [787, 430, 1021, 490]
paragraph: "O, een verhaal," spotte hij. "In een verhaal gebeuren zoveel mooie dingen." [541, 454, 774, 478]
paragraph: "Dan is het geen goede vader," zei de oude. "Dat is hij ook niet," zei de jongen. En meteen besefte hij, dat het niet waar was en spijt van en zei: "Ja, dat is hij toch misschien wel. Maar ik ben een slechte zoon geweest. [787, 1708, 1021, 1755]
paragraph: "In ieder geval gebeurt het niet," zei Joe Smith. "Ik wil er geen woord meer over horen." [48, 1279, 281, 1302]
paragraph: Hij peuterde het perkamentje los met zijn mes. De herbergier had het gezien door het raam en kwam er op af. [1279, 381, 1529, 405]
paragraph: Hoe was het intussen met de jongen gegaan? Toen hij wegtrok in de nacht, de zware geldbuil op zak, in volle galop door de maneschijn, voelde hij zich eerst als een vogel die de kooi was ontvlucht hij had wraak genomen voor het pak slaag en alle boze woorden van de laatste jaren en nu was hij zijn eigen baas, vrij en blij als de vogels. Hij trok de wijde wereld in, waar allerlei avonturen hem wachtten. Maar toen hij een paar uur door de koude nacht had gereden, voelde hij zich niet geheel voldaan. Hij begon te aarzelen. Hij bleef vlak bij tante Manda en zat het uur een kort nieuwe plannen die op een keek terug in de richting vanwaar hij gekomen was, hij zag ook omhoog naar de sterren, de kerststerren, die helder en vredig glansden. Was het wel goed, dat hij meegenomen had? [787, 749, 1021, 920]
paragraph: Ze liepen naar de schuur. Het paard had zelf de stal al gevonden. Het kreeg de bak vol haver. Toen pas at George ook. [1279, 1376, 1529, 1400]
paragraph: Vroeger, toen zijn moeder nog leefde, had hij er ook al over gepraat, maar na haar dood was zijn verlangen plotseling veel sterker geworden en het groeide nog bij de dag. [48, 1081, 281, 1118]
paragraph: Maar de avond was er toch weer maar glans in zijn ogen dan anders en de volgende morgen, eerst nog aarzelend, zocht hij zijn kleinmen en strikken bij elkaar, maakte ze in orde, en zette ze uit in het bos voor vossen en marters. Toen hij de smaak van dat werk weer te pakken had, werd hij zo ijverig alsof hij de verloren tijd weer in wou halen en tegen het voorjaar reed hij met een hooggestapelde wagen vol huiden naar de stad en beurde weinig minder dan vorige jaren. [294, 1317, 528, 1426]
column-4 [787, 429, 1021, 2192]
paragraph: Hij lachte er om, maar hij deed het. Hij las soms een hele avond. [541, 785, 774, 810]
paragraph: "Hij mijn zoon" zei hij zo en op, "En eten voor een dag of tien. Ik ga morgen op reis." [541, 1007, 774, 1030]
paragraph: "Doe je dat dan niet?" vroeg ze, om hem te beproeven. [541, 651, 753, 662]
paragraph: en zelfs op de Zondag gunde hij hem geen rust. [294, 247, 478, 257]
paragraph: "Dan kan het er nu wel af," zei de jongen, terwijl hij het in zijn zak stak. [1279, 455, 1529, 478]
paragraph: "Het paard," zei George. [1279, 1364, 1374, 1375]
paragraph: "Ben jij de jongen?" vroeg de man. [1279, 479, 1415, 490]
